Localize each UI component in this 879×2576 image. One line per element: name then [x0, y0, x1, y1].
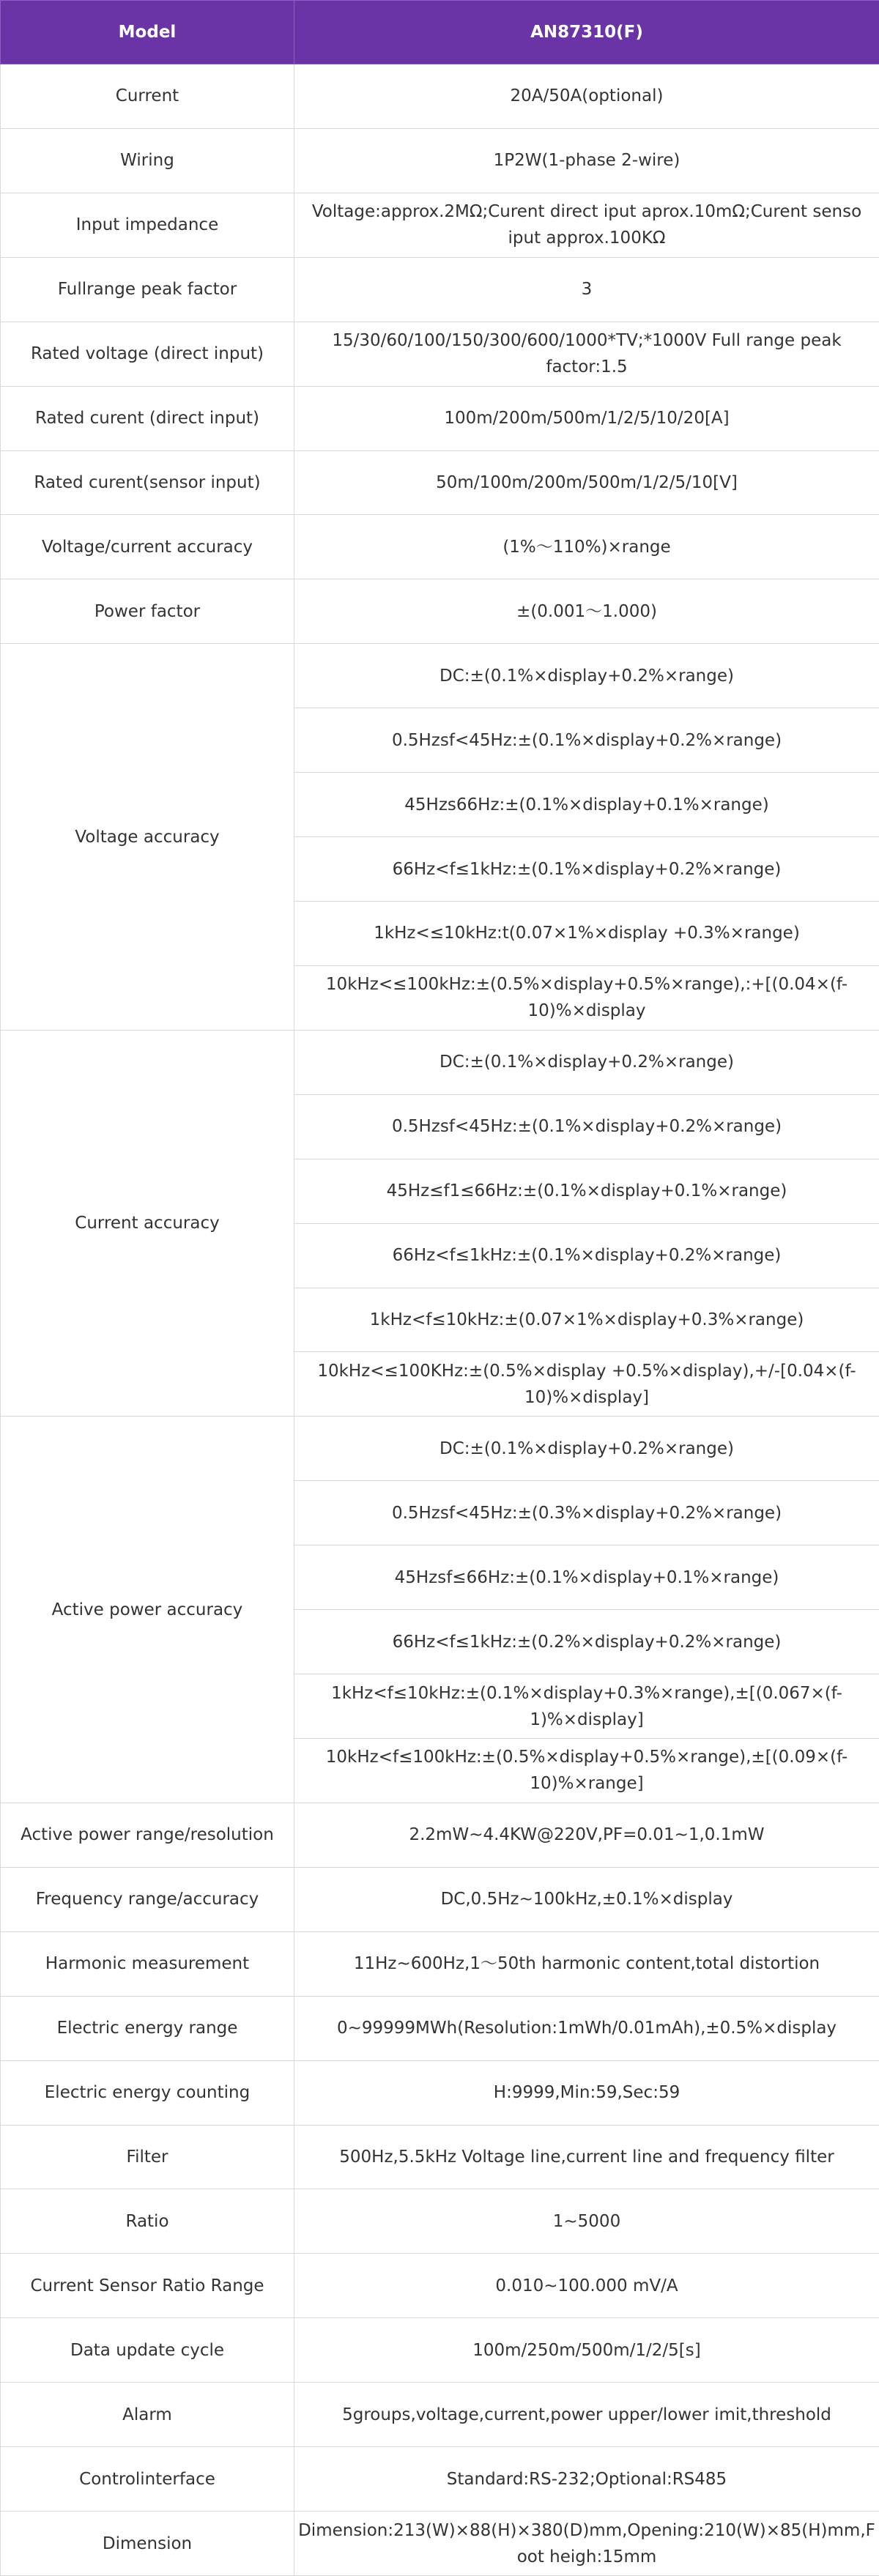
spec-label: Fullrange peak factor [1, 257, 294, 322]
spec-value: 1~5000 [294, 2189, 879, 2254]
spec-value: 50m/100m/200m/500m/1/2/5/10[V] [294, 450, 879, 515]
spec-row [1, 2447, 879, 2512]
spec-value: 1kHz<f≤10kHz:±(0.07×1%×display+0.3%×range) [294, 1288, 879, 1352]
spec-label: Rated voltage (direct input) [1, 322, 294, 386]
spec-label: Rated curent(sensor input) [1, 450, 294, 515]
spec-value: 100m/250m/500m/1/2/5[s] [294, 2318, 879, 2383]
spec-label: Controlinterface [1, 2447, 294, 2512]
spec-row [1, 2060, 879, 2125]
spec-value: 3 [294, 257, 879, 322]
spec-row [1, 2125, 879, 2189]
spec-value: Standard:RS-232;Optional:RS485 [294, 2447, 879, 2512]
header-label: Model [1, 1, 294, 64]
spec-label: Ratio [1, 2189, 294, 2254]
spec-row [1, 193, 879, 257]
spec-row [1, 2512, 879, 2576]
spec-label: Active power range/resolution [1, 1803, 294, 1867]
spec-value: 0.5Hzsf<45Hz:±(0.1%×display+0.2%×range) [294, 1094, 879, 1159]
spec-value: 66Hz<f≤1kHz:±(0.1%×display+0.2%×range) [294, 837, 879, 902]
spec-label: Current [1, 64, 294, 129]
spec-value: 0~99999MWh(Resolution:1mWh/0.01mAh),±0.5%×display [294, 1996, 879, 2060]
spec-label: Electric energy range [1, 1996, 294, 2060]
header-row [1, 1, 879, 64]
spec-label: Active power accuracy [1, 1417, 294, 1803]
spec-row [1, 128, 879, 193]
spec-value: 66Hz<f≤1kHz:±(0.1%×display+0.2%×range) [294, 1223, 879, 1288]
spec-label: Harmonic measurement [1, 1931, 294, 1996]
spec-row [1, 2254, 879, 2318]
spec-row [1, 257, 879, 322]
spec-label: Alarm [1, 2383, 294, 2447]
spec-label: Voltage/current accuracy [1, 515, 294, 579]
spec-row [1, 1931, 879, 1996]
spec-value: 500Hz,5.5kHz Voltage line,current line and frequency filter [294, 2125, 879, 2189]
spec-label: Current Sensor Ratio Range [1, 2254, 294, 2318]
spec-label: Data update cycle [1, 2318, 294, 2383]
spec-value: DC:±(0.1%×display+0.2%×range) [294, 644, 879, 708]
spec-row [1, 1030, 879, 1094]
spec-row [1, 64, 879, 129]
spec-row [1, 1803, 879, 1867]
spec-table-header [1, 1, 879, 64]
spec-value: DC:±(0.1%×display+0.2%×range) [294, 1030, 879, 1094]
spec-value: 10kHz<≤100kHz:±(0.5%×display+0.5%×range),:+[(0.04×(f-10)%×display [294, 965, 879, 1030]
spec-value: ±(0.001～1.000) [294, 579, 879, 644]
spec-label: Electric energy counting [1, 2060, 294, 2125]
spec-value: 45Hzsf≤66Hz:±(0.1%×display+0.1%×range) [294, 1545, 879, 1610]
spec-value: Voltage:approx.2MΩ;Curent direct iput aprox.10mΩ;Curent senso iput approx.100KΩ [294, 193, 879, 257]
spec-value: 0.5Hzsf<45Hz:±(0.1%×display+0.2%×range) [294, 708, 879, 773]
spec-table-body [1, 64, 879, 2576]
spec-value: 2.2mW~4.4KW@220V,PF=0.01~1,0.1mW [294, 1803, 879, 1867]
spec-label: Rated curent (direct input) [1, 386, 294, 450]
spec-row [1, 515, 879, 579]
spec-value: 5groups,voltage,current,power upper/lower imit,threshold [294, 2383, 879, 2447]
spec-row [1, 2189, 879, 2254]
spec-value: DC,0.5Hz~100kHz,±0.1%×display [294, 1867, 879, 1931]
spec-value: H:9999,Min:59,Sec:59 [294, 2060, 879, 2125]
spec-label: Voltage accuracy [1, 644, 294, 1031]
spec-value: 20A/50A(optional) [294, 64, 879, 129]
spec-row [1, 579, 879, 644]
header-model: AN87310(F) [294, 1, 879, 64]
spec-label: Filter [1, 2125, 294, 2189]
spec-row [1, 322, 879, 386]
spec-value: 0.010~100.000 mV/A [294, 2254, 879, 2318]
spec-label: Power factor [1, 579, 294, 644]
spec-value: 1kHz<f≤10kHz:±(0.1%×display+0.3%×range),±[(0.067×(f-1)%×display] [294, 1674, 879, 1739]
spec-value: (1%～110%)×range [294, 515, 879, 579]
spec-label: Frequency range/accuracy [1, 1867, 294, 1931]
spec-value: 66Hz<f≤1kHz:±(0.2%×display+0.2%×range) [294, 1610, 879, 1674]
spec-label: Current accuracy [1, 1030, 294, 1417]
spec-value: 15/30/60/100/150/300/600/1000*TV;*1000V Full range peak factor:1.5 [294, 322, 879, 386]
spec-value: 10kHz<f≤100kHz:±(0.5%×display+0.5%×range),±[(0.09×(f-10)%×range] [294, 1738, 879, 1803]
spec-row [1, 450, 879, 515]
spec-label: Dimension [1, 2512, 294, 2576]
spec-row [1, 386, 879, 450]
spec-row [1, 1417, 879, 1481]
spec-value: 10kHz<≤100KHz:±(0.5%×display +0.5%×display),+/-[0.04×(f-10)%×display] [294, 1352, 879, 1417]
spec-value: 100m/200m/500m/1/2/5/10/20[A] [294, 386, 879, 450]
spec-value: 45Hz≤f1≤66Hz:±(0.1%×display+0.1%×range) [294, 1159, 879, 1223]
spec-row [1, 644, 879, 708]
spec-label: Wiring [1, 128, 294, 193]
spec-value: 0.5Hzsf<45Hz:±(0.3%×display+0.2%×range) [294, 1481, 879, 1545]
spec-row [1, 2383, 879, 2447]
spec-row [1, 2318, 879, 2383]
spec-value: Dimension:213(W)×88(H)×380(D)mm,Opening:210(W)×85(H)mm,Foot heigh:15mm [294, 2512, 879, 2576]
spec-value: DC:±(0.1%×display+0.2%×range) [294, 1417, 879, 1481]
spec-value: 11Hz~600Hz,1～50th harmonic content,total distortion [294, 1931, 879, 1996]
spec-value: 45Hzs66Hz:±(0.1%×display+0.1%×range) [294, 773, 879, 837]
spec-row [1, 1996, 879, 2060]
spec-value: 1P2W(1-phase 2-wire) [294, 128, 879, 193]
spec-row [1, 1867, 879, 1931]
spec-label: Input impedance [1, 193, 294, 257]
spec-value: 1kHz<≤10kHz:t(0.07×1%×display +0.3%×range) [294, 901, 879, 965]
